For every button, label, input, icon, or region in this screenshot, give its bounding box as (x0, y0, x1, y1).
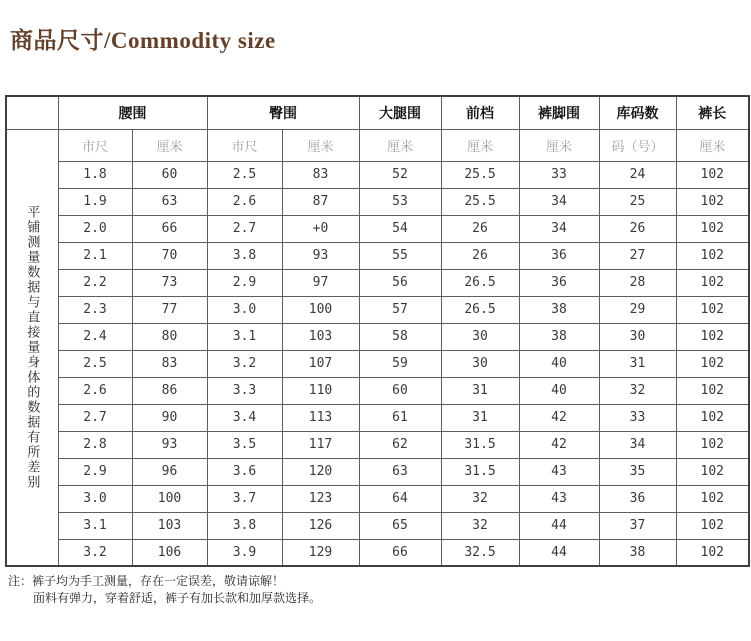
size-cell: 26 (441, 215, 519, 242)
column-group-pant-length: 裤长 (676, 96, 749, 129)
size-cell: 31 (441, 377, 519, 404)
size-cell: 37 (599, 512, 676, 539)
size-cell: 30 (441, 323, 519, 350)
unit-pant-length-cm: 厘米 (676, 129, 749, 161)
size-cell: 34 (519, 188, 599, 215)
size-cell: 102 (676, 431, 749, 458)
size-cell: 31 (599, 350, 676, 377)
size-cell: 120 (282, 458, 359, 485)
size-cell: 97 (282, 269, 359, 296)
size-cell: 102 (676, 350, 749, 377)
size-cell: 60 (359, 377, 441, 404)
size-cell: 96 (132, 458, 207, 485)
size-cell: 38 (599, 539, 676, 566)
size-cell: 126 (282, 512, 359, 539)
side-vertical-note: 平铺测量数据与直接量身体的数据有所差别 (6, 129, 58, 566)
size-table-body (6, 96, 749, 566)
table-row (6, 350, 749, 377)
size-cell: 3.1 (58, 512, 132, 539)
size-cell: 102 (676, 377, 749, 404)
size-cell: 44 (519, 512, 599, 539)
size-cell: 3.0 (58, 485, 132, 512)
size-cell: 100 (132, 485, 207, 512)
unit-size-code: 码（号） (599, 129, 676, 161)
size-cell: 36 (519, 269, 599, 296)
table-unit-header-row (6, 129, 749, 161)
size-cell: 32 (441, 512, 519, 539)
size-cell: 31.5 (441, 431, 519, 458)
size-cell: 73 (132, 269, 207, 296)
size-cell: 33 (599, 404, 676, 431)
size-cell: 102 (676, 215, 749, 242)
size-cell: 102 (676, 242, 749, 269)
size-cell: 3.1 (207, 323, 282, 350)
size-cell: 1.9 (58, 188, 132, 215)
unit-thigh-cm: 厘米 (359, 129, 441, 161)
size-cell: 3.2 (58, 539, 132, 566)
size-cell: 30 (441, 350, 519, 377)
size-cell: 26 (599, 215, 676, 242)
size-cell: 129 (282, 539, 359, 566)
size-cell: 44 (519, 539, 599, 566)
size-cell: 3.7 (207, 485, 282, 512)
size-cell: 34 (599, 431, 676, 458)
size-cell: 33 (519, 161, 599, 188)
size-cell: 59 (359, 350, 441, 377)
size-cell: 3.6 (207, 458, 282, 485)
size-cell: 25 (599, 188, 676, 215)
column-group-waist: 腰围 (58, 96, 207, 129)
size-cell: 107 (282, 350, 359, 377)
table-row (6, 539, 749, 566)
size-cell: 2.9 (58, 458, 132, 485)
size-cell: 53 (359, 188, 441, 215)
footnotes (8, 573, 321, 607)
table-row (6, 377, 749, 404)
size-cell: 3.4 (207, 404, 282, 431)
size-cell: 2.6 (58, 377, 132, 404)
size-cell: 102 (676, 485, 749, 512)
size-cell: 123 (282, 485, 359, 512)
size-cell: +0 (282, 215, 359, 242)
table-row (6, 485, 749, 512)
size-cell: 2.5 (207, 161, 282, 188)
footnote-line-1: 注：裤子均为手工测量，存在一定误差，敬请谅解！ (8, 574, 285, 588)
size-cell: 2.8 (58, 431, 132, 458)
size-cell: 83 (132, 350, 207, 377)
size-cell: 77 (132, 296, 207, 323)
size-cell: 42 (519, 404, 599, 431)
table-row (6, 188, 749, 215)
size-cell: 32 (599, 377, 676, 404)
size-cell: 26.5 (441, 269, 519, 296)
size-cell: 63 (132, 188, 207, 215)
size-cell: 2.3 (58, 296, 132, 323)
size-cell: 106 (132, 539, 207, 566)
size-cell: 29 (599, 296, 676, 323)
size-cell: 32 (441, 485, 519, 512)
size-cell: 113 (282, 404, 359, 431)
footnote-line-2: 面料有弹力，穿着舒适，裤子有加长款和加厚款选择。 (33, 591, 322, 605)
size-cell: 42 (519, 431, 599, 458)
size-cell: 100 (282, 296, 359, 323)
size-cell: 54 (359, 215, 441, 242)
size-cell: 102 (676, 161, 749, 188)
table-row (6, 431, 749, 458)
size-cell: 66 (359, 539, 441, 566)
size-cell: 2.6 (207, 188, 282, 215)
size-cell: 2.1 (58, 242, 132, 269)
table-row (6, 296, 749, 323)
size-cell: 26.5 (441, 296, 519, 323)
size-cell: 102 (676, 539, 749, 566)
size-table (5, 95, 750, 567)
unit-waist-shichi: 市尺 (58, 129, 132, 161)
table-row (6, 512, 749, 539)
table-row (6, 215, 749, 242)
table-row (6, 323, 749, 350)
size-cell: 65 (359, 512, 441, 539)
unit-hip-shichi: 市尺 (207, 129, 282, 161)
size-cell: 35 (599, 458, 676, 485)
table-row (6, 269, 749, 296)
size-cell: 56 (359, 269, 441, 296)
size-cell: 63 (359, 458, 441, 485)
size-cell: 57 (359, 296, 441, 323)
size-cell: 3.8 (207, 512, 282, 539)
size-cell: 93 (282, 242, 359, 269)
size-cell: 117 (282, 431, 359, 458)
column-group-hip: 臀围 (207, 96, 359, 129)
size-cell: 2.9 (207, 269, 282, 296)
size-cell: 24 (599, 161, 676, 188)
size-cell: 34 (519, 215, 599, 242)
size-cell: 40 (519, 350, 599, 377)
size-cell: 32.5 (441, 539, 519, 566)
size-cell: 62 (359, 431, 441, 458)
size-cell: 102 (676, 323, 749, 350)
size-cell: 31.5 (441, 458, 519, 485)
size-cell: 60 (132, 161, 207, 188)
size-cell: 28 (599, 269, 676, 296)
size-cell: 103 (132, 512, 207, 539)
table-row (6, 458, 749, 485)
corner-spacer-cell (6, 96, 58, 129)
size-cell: 110 (282, 377, 359, 404)
size-cell: 2.4 (58, 323, 132, 350)
size-cell: 25.5 (441, 188, 519, 215)
size-cell: 38 (519, 323, 599, 350)
size-cell: 36 (599, 485, 676, 512)
size-cell: 26 (441, 242, 519, 269)
size-cell: 27 (599, 242, 676, 269)
size-cell: 102 (676, 512, 749, 539)
size-cell: 102 (676, 296, 749, 323)
size-cell: 93 (132, 431, 207, 458)
size-cell: 102 (676, 458, 749, 485)
size-cell: 3.9 (207, 539, 282, 566)
size-cell: 1.8 (58, 161, 132, 188)
size-cell: 2.7 (207, 215, 282, 242)
size-cell: 90 (132, 404, 207, 431)
column-group-thigh: 大腿围 (359, 96, 441, 129)
size-cell: 102 (676, 404, 749, 431)
size-cell: 102 (676, 188, 749, 215)
size-cell: 3.3 (207, 377, 282, 404)
size-cell: 52 (359, 161, 441, 188)
size-cell: 103 (282, 323, 359, 350)
unit-front-rise-cm: 厘米 (441, 129, 519, 161)
table-row (6, 404, 749, 431)
size-cell: 64 (359, 485, 441, 512)
size-cell: 86 (132, 377, 207, 404)
unit-leg-opening-cm: 厘米 (519, 129, 599, 161)
size-cell: 87 (282, 188, 359, 215)
size-cell: 43 (519, 485, 599, 512)
size-cell: 3.0 (207, 296, 282, 323)
table-group-header-row (6, 96, 749, 129)
size-cell: 3.8 (207, 242, 282, 269)
size-cell: 55 (359, 242, 441, 269)
size-cell: 2.7 (58, 404, 132, 431)
size-cell: 30 (599, 323, 676, 350)
page-title: 商品尺寸/Commodity size (10, 28, 276, 53)
size-cell: 3.5 (207, 431, 282, 458)
unit-hip-cm: 厘米 (282, 129, 359, 161)
size-cell: 31 (441, 404, 519, 431)
size-cell: 40 (519, 377, 599, 404)
column-group-front-rise: 前档 (441, 96, 519, 129)
size-cell: 2.2 (58, 269, 132, 296)
size-cell: 58 (359, 323, 441, 350)
column-group-size-code: 库码数 (599, 96, 676, 129)
size-cell: 3.2 (207, 350, 282, 377)
table-row (6, 242, 749, 269)
size-cell: 2.5 (58, 350, 132, 377)
size-cell: 2.0 (58, 215, 132, 242)
unit-waist-cm: 厘米 (132, 129, 207, 161)
size-cell: 66 (132, 215, 207, 242)
column-group-leg-opening: 裤脚围 (519, 96, 599, 129)
size-cell: 43 (519, 458, 599, 485)
size-cell: 70 (132, 242, 207, 269)
size-cell: 83 (282, 161, 359, 188)
size-cell: 25.5 (441, 161, 519, 188)
size-cell: 36 (519, 242, 599, 269)
table-row (6, 161, 749, 188)
size-cell: 80 (132, 323, 207, 350)
size-cell: 38 (519, 296, 599, 323)
size-cell: 61 (359, 404, 441, 431)
size-cell: 102 (676, 269, 749, 296)
